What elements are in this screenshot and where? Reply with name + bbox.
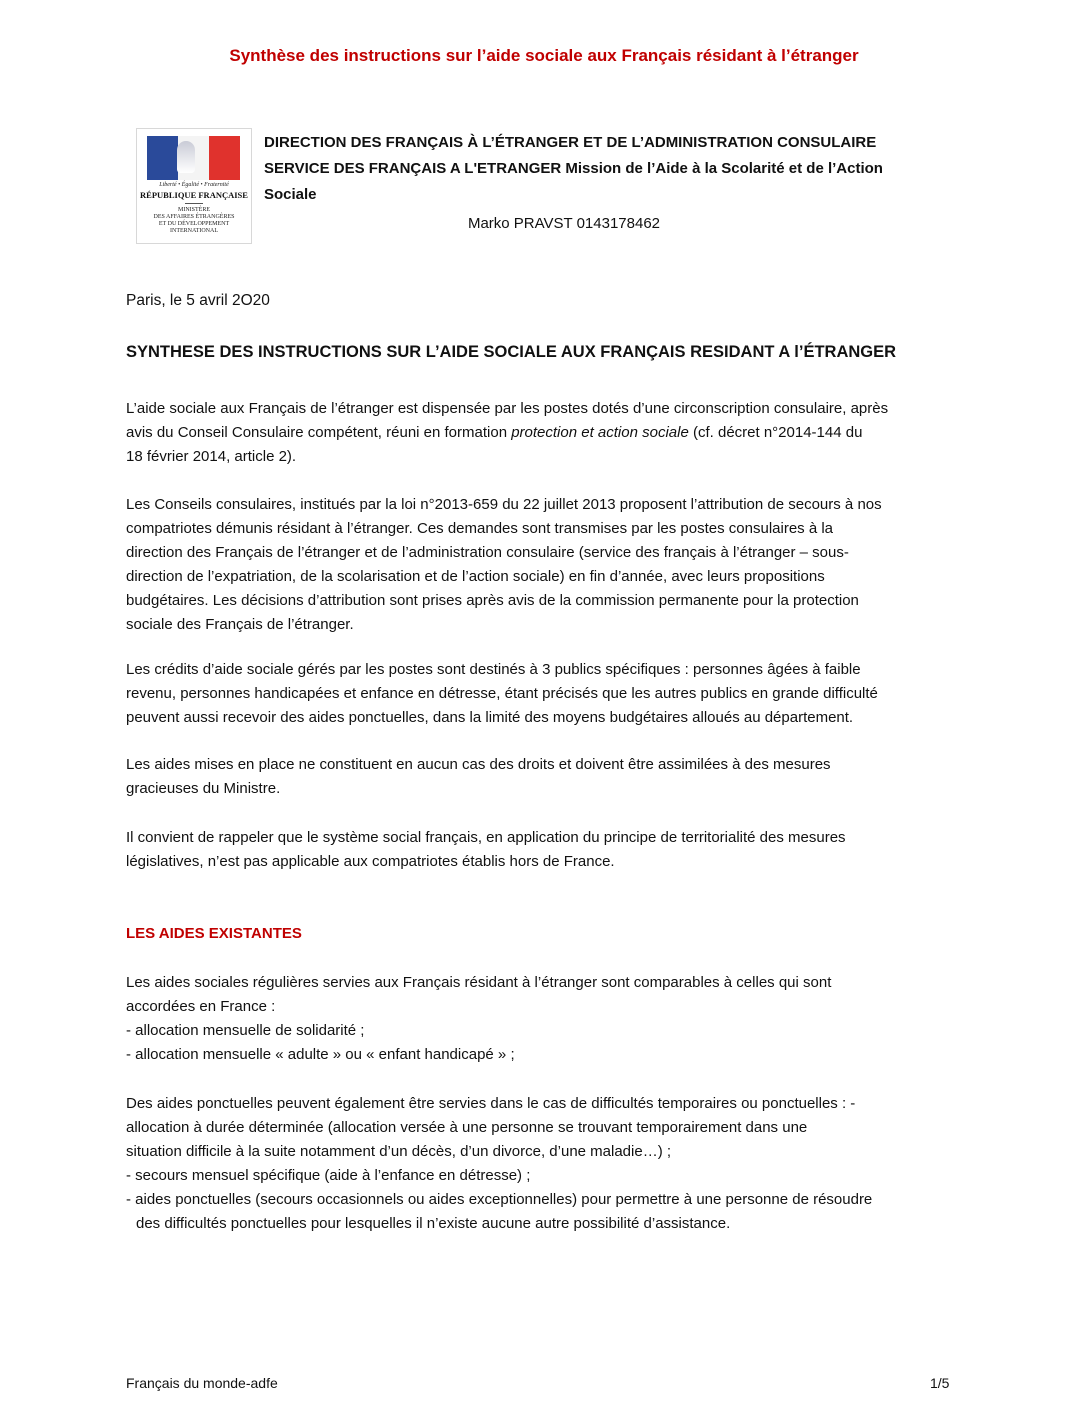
paragraph-line: peuvent aussi recevoir des aides ponctuelles, dans la limité des moyens budgétaires alloués au département. xyxy=(126,709,854,726)
contact-line: Marko PRAVST 0143178462 xyxy=(467,215,661,232)
text-run: avis du Conseil Consulaire compétent, réuni en formation xyxy=(126,424,512,441)
paragraph-line: Les aides mises en place ne constituent en aucun cas des droits et doivent être assimilées à des mesures xyxy=(126,756,831,773)
paragraph-line: budgétaires. Les décisions d’attribution sont prises après avis de la commission permanente pour la protection xyxy=(126,592,859,609)
logo-ministry-line: INTERNATIONAL xyxy=(170,228,218,234)
paragraph-line: Les aides sociales régulières servies aux Français résidant à l’étranger sont comparables à celles qui sont xyxy=(126,974,832,991)
list-item: - secours mensuel spécifique (aide à l’enfance en détresse) ; xyxy=(126,1167,531,1184)
logo-motto: Liberté • Égalité • Fraternité xyxy=(159,182,229,188)
paragraph-line xyxy=(126,421,976,445)
logo-divider xyxy=(185,203,203,204)
paragraph-line: compatriotes démunis résidant à l’étranger. Ces demandes sont transmises par les postes consulaires à la xyxy=(126,520,834,537)
marianne-profile-icon xyxy=(177,141,195,173)
emphasis-text: protection et action sociale xyxy=(511,424,689,441)
paragraph-line: Il convient de rappeler que le système social français, en application du principe de territorialité des mesures xyxy=(126,829,846,846)
header-line: Sociale xyxy=(264,186,317,203)
text-run: (cf. décret n°2014-144 du xyxy=(688,424,863,441)
logo-republic-name: RÉPUBLIQUE FRANÇAISE xyxy=(140,190,248,200)
header-line: SERVICE DES FRANÇAIS A L'ETRANGER Mission de l’Aide à la Scolarité et de l’Action xyxy=(264,160,883,177)
issuing-department-header xyxy=(264,130,964,208)
main-title: SYNTHESE DES INSTRUCTIONS SUR L’AIDE SOCIALE AUX FRANÇAIS RESIDANT A l’ÉTRANGER xyxy=(126,343,897,361)
paragraph-line: revenu, personnes handicapées et enfance en détresse, étant précisés que les autres publics en grande difficulté xyxy=(126,685,878,702)
paragraph-line: direction de l’expatriation, de la scolarisation et de l’action sociale) en fin d’année, avec leurs propositions xyxy=(126,568,825,585)
page-number: 1/5 xyxy=(930,1375,950,1391)
paragraph-aides-ponctuelles xyxy=(126,1092,976,1236)
document-date: Paris, le 5 avril 2O20 xyxy=(126,292,270,309)
paragraph-line: Les Conseils consulaires, institués par la loi n°2013-659 du 22 juillet 2013 proposent l’attribution de secours à nos xyxy=(126,496,882,513)
paragraph-line: Les crédits d’aide sociale gérés par les postes sont destinés à 3 publics spécifiques : personnes âgées à faible xyxy=(126,661,861,678)
paragraph-line: accordées en France : xyxy=(126,998,276,1015)
paragraph-conseils xyxy=(126,493,976,637)
logo-ministry-line: DES AFFAIRES ÉTRANGÈRES xyxy=(153,214,235,220)
list-item: - allocation mensuelle de solidarité ; xyxy=(126,1022,365,1039)
paragraph-line: sociale des Français de l’étranger. xyxy=(126,616,354,633)
paragraph-line: direction des Français de l’étranger et de l’administration consulaire (service des français à l’étranger – sous- xyxy=(126,544,849,561)
list-item: - allocation mensuelle « adulte » ou « enfant handicapé » ; xyxy=(126,1046,515,1063)
document-top-title: Synthèse des instructions sur l’aide sociale aux Français résidant à l’étranger xyxy=(229,46,859,65)
paragraph-line: Des aides ponctuelles peuvent également être servies dans le cas de difficultés temporaires ou ponctuelles : - xyxy=(126,1095,856,1112)
logo-ministry-line: MINISTÈRE xyxy=(178,207,210,213)
paragraph-aides-regulieres xyxy=(126,971,976,1067)
paragraph-credits xyxy=(126,658,976,730)
paragraph-intro xyxy=(126,397,976,469)
section-title: LES AIDES EXISTANTES xyxy=(126,925,302,942)
paragraph-line: 18 février 2014, article 2). xyxy=(126,448,297,465)
paragraph-line: gracieuses du Ministre. xyxy=(126,780,281,797)
paragraph-aides xyxy=(126,753,976,801)
logo-ministry-line: ET DU DÉVELOPPEMENT xyxy=(158,221,230,227)
paragraph-line: L’aide sociale aux Français de l’étranger est dispensée par les postes dotés d’une circonscription consulaire, après xyxy=(126,400,889,417)
header-line: DIRECTION DES FRANÇAIS À L’ÉTRANGER ET DE L’ADMINISTRATION CONSULAIRE xyxy=(264,134,877,151)
list-item-continuation: des difficultés ponctuelles pour lesquelles il n’existe aucune autre possibilité d’assistance. xyxy=(136,1215,731,1232)
paragraph-line: situation difficile à la suite notamment d’un décès, d’un divorce, d’une maladie…) ; xyxy=(126,1143,672,1160)
paragraph-systeme xyxy=(126,826,976,874)
paragraph-line: législatives, n’est pas applicable aux compatriotes établis hors de France. xyxy=(126,853,615,870)
paragraph-line: allocation à durée déterminée (allocation versée à une personne se trouvant temporairement dans une xyxy=(126,1119,808,1136)
list-item: - aides ponctuelles (secours occasionnels ou aides exceptionnelles) pour permettre à une personne de résoudre xyxy=(126,1191,873,1208)
footer-organization: Français du monde-adfe xyxy=(126,1375,278,1391)
